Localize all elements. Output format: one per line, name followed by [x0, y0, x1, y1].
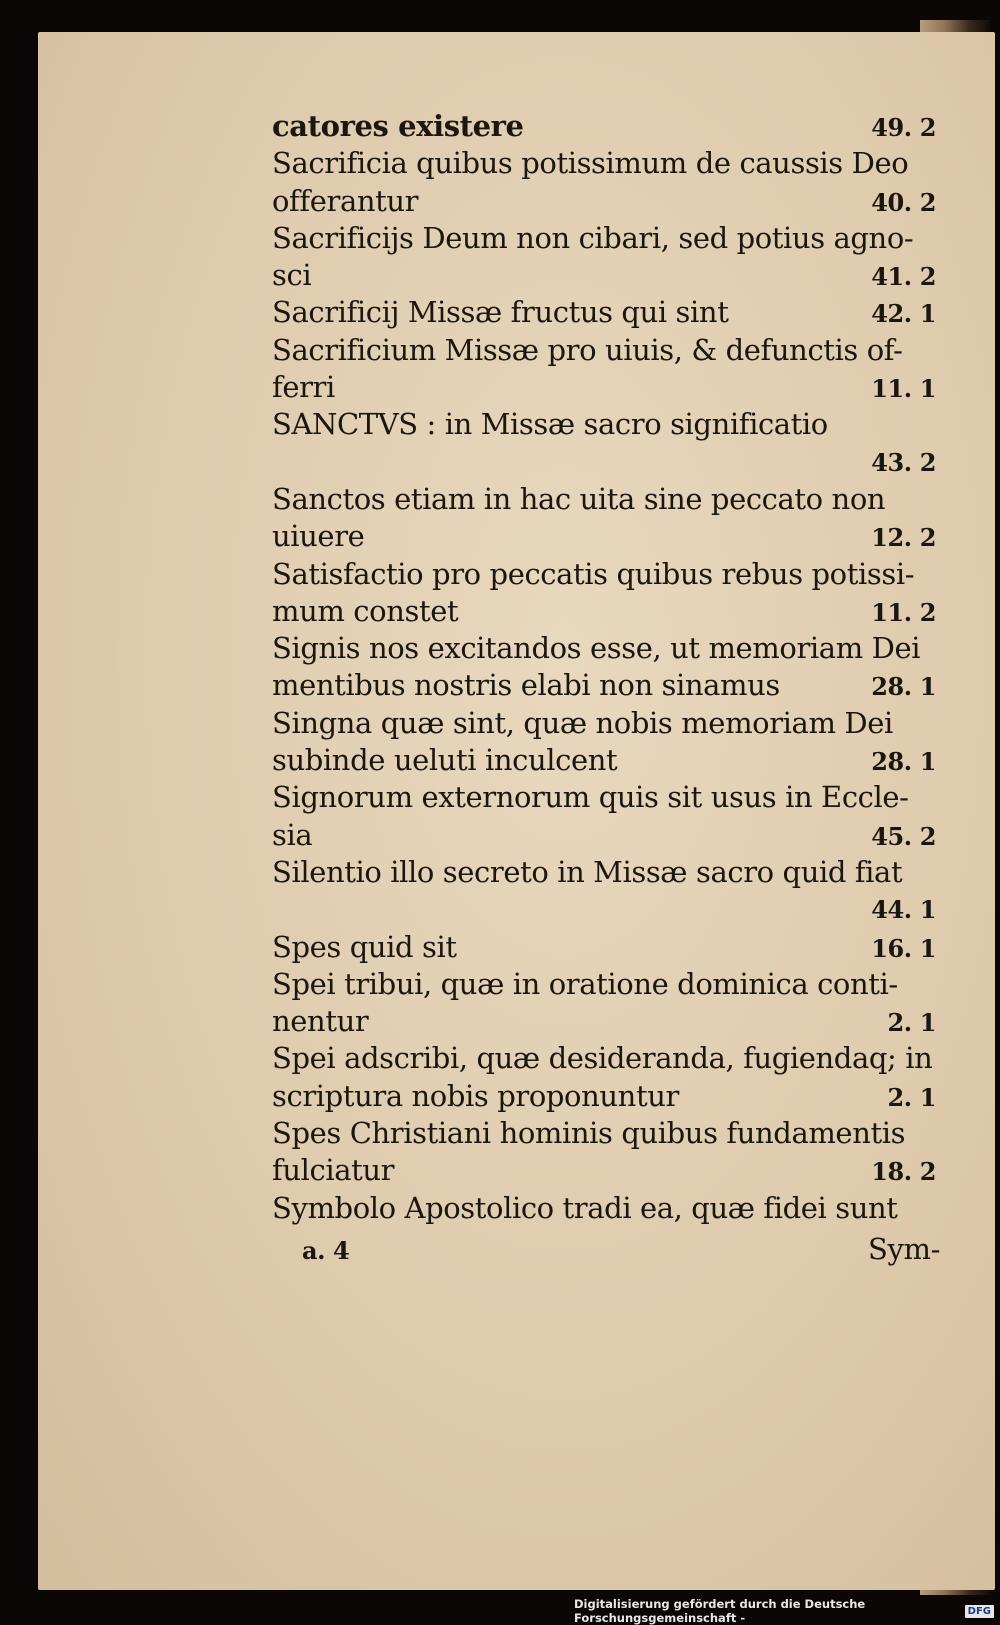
index-entry-text: uiuere — [272, 519, 365, 554]
index-entry-text: Spei adscribi, quæ desideranda, fugiendaq; in — [272, 1041, 933, 1076]
index-line — [272, 556, 940, 593]
page-reference: 43. 2 — [871, 447, 936, 477]
index-line — [272, 1003, 940, 1040]
page-footer — [272, 1229, 940, 1269]
index-line — [272, 145, 940, 182]
index-line — [272, 966, 940, 1003]
index-line — [272, 1190, 940, 1227]
index-entry-text: subinde ueluti inculcent — [272, 743, 618, 778]
index-line — [272, 518, 940, 555]
index-entry-text: Singna quæ sint, quæ nobis memoriam Dei — [272, 705, 893, 740]
signature-mark: a. 4 — [302, 1235, 350, 1265]
page-reference: 28. 1 — [871, 747, 936, 777]
catchword: Sym- — [868, 1231, 940, 1266]
index-line — [272, 929, 940, 966]
index-line — [272, 817, 940, 854]
index-line — [272, 742, 940, 779]
page-reference: 2. 1 — [887, 1008, 936, 1038]
index-entry-text: Spes Christiani hominis quibus fundamentis — [272, 1116, 906, 1151]
index-entry-text: Sacrificium Missæ pro uiuis, & defunctis of- — [272, 332, 903, 367]
index-entry-text: Signorum externorum quis sit usus in Eccle- — [272, 780, 909, 815]
index-entry-text: Signis nos excitandos esse, ut memoriam Dei — [272, 631, 921, 666]
page-reference: 16. 1 — [871, 933, 936, 963]
index-text-block — [272, 108, 940, 1269]
index-entry-text: ferri — [272, 370, 335, 405]
index-entry-text: scriptura nobis proponuntur — [272, 1078, 679, 1113]
index-line — [272, 779, 940, 816]
page-reference: 12. 2 — [871, 523, 936, 553]
index-entry-text: Sacrificij Missæ fructus qui sint — [272, 295, 729, 330]
page-reference: 49. 2 — [871, 113, 936, 142]
page-reference: 2. 1 — [887, 1082, 936, 1112]
index-line — [272, 220, 940, 257]
index-entry-text: mum constet — [272, 593, 459, 628]
index-line — [272, 630, 940, 667]
index-line — [272, 1078, 940, 1115]
index-line — [272, 1152, 940, 1189]
credit-text: Digitalisierung gefördert durch die Deutsche Forschungsgemeinschaft - — [574, 1597, 866, 1625]
index-entry-text: Silentio illo secreto in Missæ sacro quid fiat — [272, 854, 903, 889]
index-entry-text: offerantur — [272, 183, 419, 218]
index-line — [272, 444, 940, 481]
index-entry-text: sia — [272, 817, 313, 852]
page-reference: 18. 2 — [871, 1157, 936, 1187]
page-reference: 11. 2 — [871, 597, 936, 627]
index-entry-text: SANCTVS : in Missæ sacro significatio — [272, 407, 828, 442]
index-entry-text: Satisfactio pro peccatis quibus rebus potissi- — [272, 556, 915, 591]
digitization-credit — [574, 1597, 1000, 1625]
index-line — [272, 1115, 940, 1152]
index-entry-text: mentibus nostris elabi non sinamus — [272, 668, 780, 703]
index-entry-text: Spei tribui, quæ in oratione dominica conti- — [272, 966, 898, 1001]
index-line — [272, 667, 940, 704]
page-reference: 11. 1 — [871, 374, 936, 404]
index-line — [272, 593, 940, 630]
index-entry-text: Sacrificia quibus potissimum de caussis Deo — [272, 146, 909, 181]
index-entry-text: Sacrificijs Deum non cibari, sed potius agno- — [272, 220, 914, 255]
dfg-logo: DFG — [965, 1605, 994, 1618]
index-line — [272, 257, 940, 294]
index-entry-text: nentur — [272, 1004, 369, 1039]
index-entry-text: Symbolo Apostolico tradi ea, quæ fidei sunt — [272, 1190, 898, 1225]
index-line — [272, 891, 940, 928]
page-reference: 40. 2 — [871, 187, 936, 217]
page-reference: 28. 1 — [871, 672, 936, 702]
page-reference: 41. 2 — [871, 262, 936, 292]
index-line — [272, 294, 940, 331]
index-entry-text: fulciatur — [272, 1153, 395, 1188]
index-line — [272, 481, 940, 518]
index-entry-text: sci — [272, 258, 312, 293]
index-line — [272, 1040, 940, 1077]
index-line — [272, 108, 940, 145]
index-line — [272, 854, 940, 891]
index-entry-text: Sanctos etiam in hac uita sine peccato non — [272, 481, 886, 516]
index-line — [272, 369, 940, 406]
index-line — [272, 406, 940, 443]
page-reference: 44. 1 — [871, 895, 936, 925]
index-entry-text: Spes quid sit — [272, 929, 457, 964]
page-reference: 42. 1 — [871, 299, 936, 329]
page-reference: 45. 2 — [871, 821, 936, 851]
index-entry-text: catores existere — [272, 109, 524, 143]
index-line — [272, 183, 940, 220]
index-line — [272, 332, 940, 369]
index-line — [272, 705, 940, 742]
